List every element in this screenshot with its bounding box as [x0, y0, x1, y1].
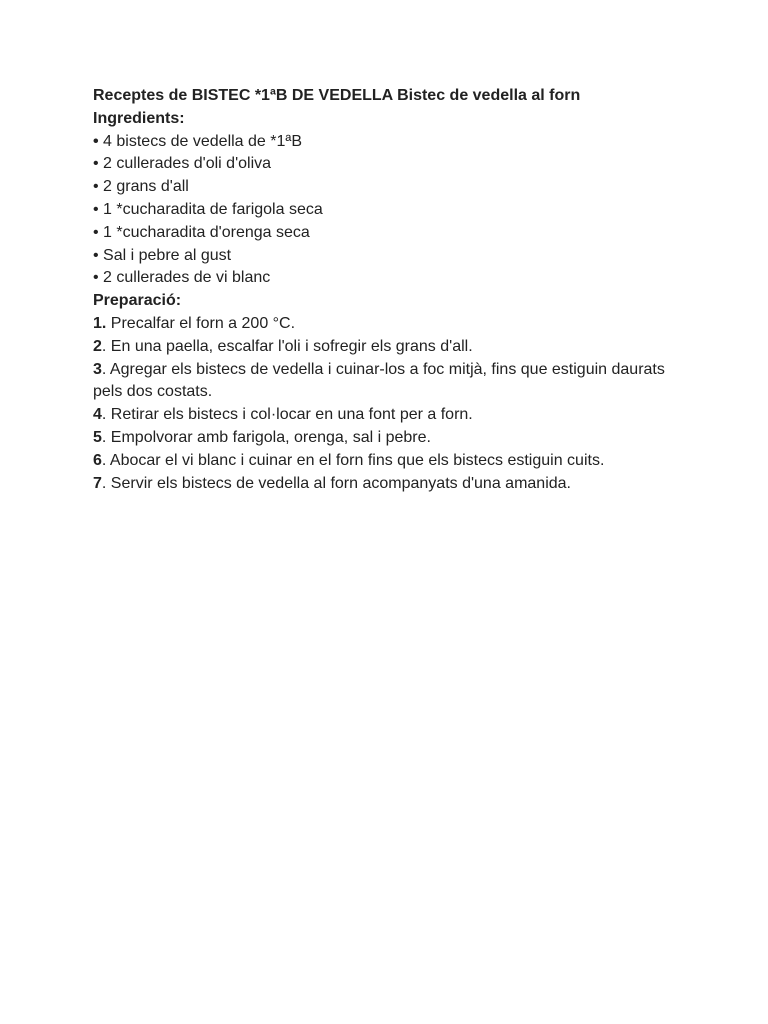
step-text: . Abocar el vi blanc i cuinar en el forn fins que els bistecs estiguin cuits.: [101, 451, 605, 469]
recipe-title: [93, 85, 693, 108]
ingredient-item: • 1 *cucharadita de farigola seca: [93, 200, 323, 218]
preparation-step: [93, 359, 683, 405]
step-number: 5: [93, 428, 102, 446]
step-number: 4: [93, 406, 102, 424]
step-text: . Retirar els bistecs i col·locar en una font per a forn.: [101, 406, 473, 424]
recipe-title-main: Receptes de BISTEC *1ªB DE VEDELLA: [93, 87, 393, 104]
step-text: . En una paella, escalfar l'oli i sofregir els grans d'all.: [101, 337, 473, 355]
bullet: •: [93, 132, 104, 150]
ingredient-text: 4 bistecs de vedella de *1ªB: [103, 132, 302, 150]
preparation-step: [93, 473, 693, 496]
ingredient-item: [93, 131, 693, 154]
preparation-step: [93, 313, 693, 336]
step-text: . Empolvorar amb farigola, orenga, sal i pebre.: [101, 428, 431, 446]
ingredient-item: • 2 grans d'all: [93, 178, 189, 196]
preparation-step: [93, 336, 693, 359]
step-number: 7: [93, 474, 102, 492]
step-text: . Servir els bistecs de vedella al forn acompanyats d'una amanida.: [101, 474, 571, 492]
step-number: 6: [93, 451, 102, 469]
step-number: 2: [93, 337, 102, 355]
ingredient-item: • 1 *cucharadita d'orenga seca: [93, 223, 310, 241]
step-text: . Agregar els bistecs de vedella i cuinar-los a foc mitjà, fins que estiguin daurats pels dos costats.: [93, 360, 665, 401]
preparation-step: [93, 450, 693, 473]
ingredients-heading: Ingredients:: [93, 109, 185, 127]
recipe-title-sub: Bistec de vedella al forn: [392, 87, 581, 104]
step-text: Precalfar el forn a 200 °C.: [106, 314, 296, 332]
ingredient-item: • 2 cullerades de vi blanc: [93, 269, 271, 287]
preparation-heading: Preparació:: [93, 292, 182, 310]
step-number: 3: [93, 360, 102, 378]
ingredient-item: • Sal i pebre al gust: [93, 246, 232, 264]
step-number: 1.: [93, 314, 107, 332]
preparation-step: [93, 404, 693, 427]
ingredient-item: • 2 cullerades d'oli d'oliva: [93, 155, 272, 173]
preparation-step: [93, 427, 693, 450]
recipe-document: [93, 85, 693, 495]
